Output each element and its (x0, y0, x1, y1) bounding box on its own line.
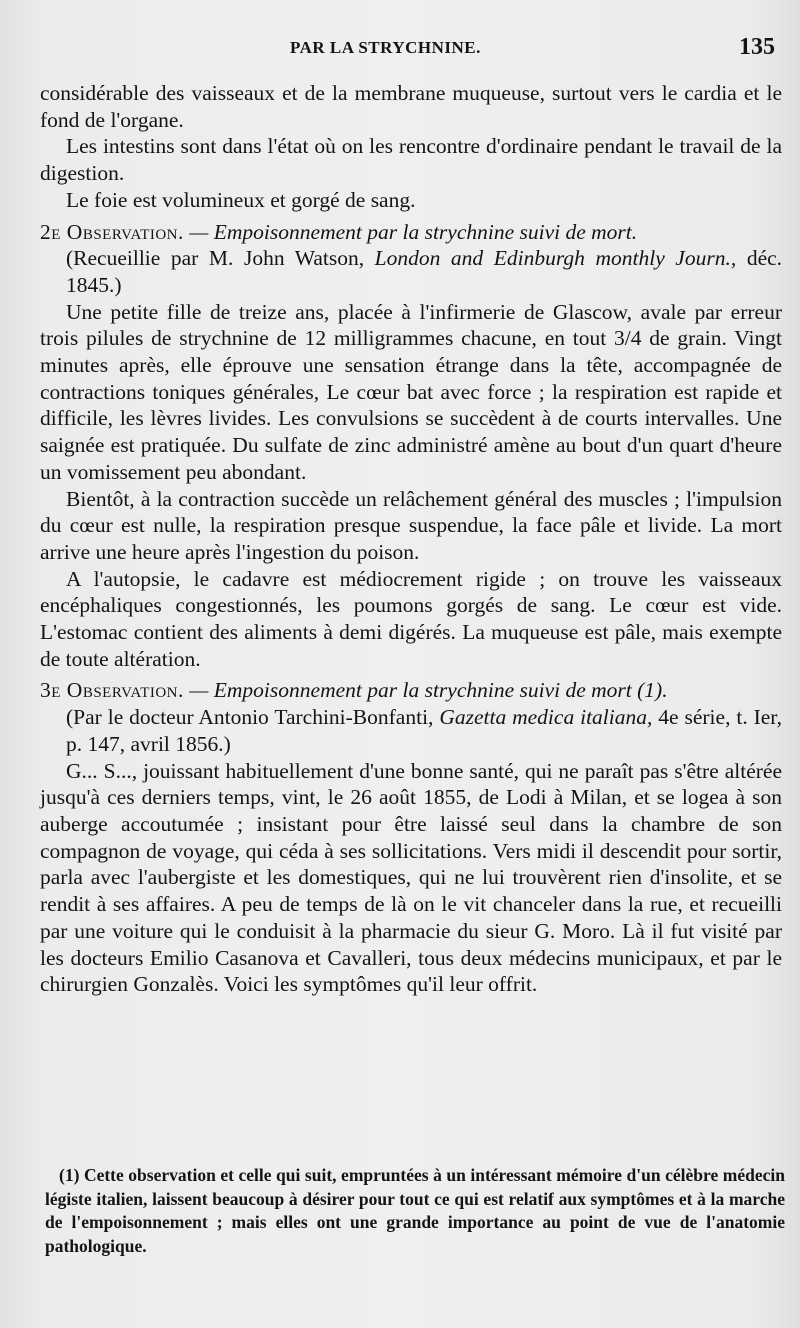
observation-3-source-journal: Gazetta medica italiana, (439, 705, 653, 730)
observation-2-source-prefix: (Recueillie par M. John Watson, (66, 246, 365, 271)
observation-2-source-journal: London and Edinburgh monthly Journ., (374, 246, 737, 271)
observation-2-source (40, 245, 782, 298)
body-text (40, 80, 782, 998)
paragraph-continuation: considérable des vaisseaux et de la membrane muqueuse, surtout vers le cardia et le fond de l'organe. (40, 81, 782, 132)
observation-2-source-suffix: déc. 1845.) (66, 246, 783, 297)
observation-3-number: 3e Observation. (40, 678, 184, 703)
observation-3-title: — Empoisonnement par la strychnine suivi de mort (1). (189, 678, 668, 703)
paragraph-foie: Le foie est volumineux et gorgé de sang. (66, 187, 416, 212)
observation-3-paragraph-1: G... S..., jouissant habituellement d'une bonne santé, qui ne paraît pas s'être altérée jusqu'à ces derniers temps, vint, le 26 août 1855, de Lodi à Milan, et se logea à son auberge accoutumée ; insistant pour être laissé seul dans la chambre de son compagnon de voyage, qui céda à ses sollicitations. Vers midi il descendit pour sortir, parla avec l'aubergiste et les domestiques, qui ne lui trouvèrent rien d'insolite, et se rendit à ses affaires. A peu de temps de là on le vit chanceler dans la rue, et recueilli par une voiture qui le conduisit à la pharmacie du sieur G. Moro. Là il fut visité par les docteurs Emilio Casanova et Cavalleri, tous deux médecins municipaux, et par le chirurgien Gonzalès. Voici les symptômes qu'il leur offrit. (40, 758, 782, 997)
running-title: PAR LA STRYCHNINE. (290, 38, 481, 57)
page-header (0, 34, 800, 72)
observation-3-heading (40, 677, 782, 704)
observation-2-paragraph-2: Bientôt, à la contraction succède un relâchement général des muscles ; l'impulsion du cœur est nulle, la respiration presque suspendue, la face pâle et livide. La mort arrive une heure après l'ingestion du poison. (40, 486, 782, 564)
observation-2-paragraph-3: A l'autopsie, le cadavre est médiocrement rigide ; on trouve les vaisseaux encéphaliques congestionnés, les poumons gorgés de sang. Le cœur est vide. L'estomac contient des aliments à demi digérés. La muqueuse est pâle, mais exempte de toute altération. (40, 566, 782, 671)
observation-2-paragraph-1: Une petite fille de treize ans, placée à l'infirmerie de Glascow, avale par erreur trois pilules de strychnine de 12 milligrammes chacune, en tout 3/4 de grain. Vingt minutes après, elle éprouve une sensation étrange dans la tête, accompagnée de contractions toniques générales, Le cœur bat avec force ; la respiration est rapide et difficile, les lèvres livides. Les convulsions se succèdent à de courts intervalles. Une saignée est pratiquée. Du sulfate de zinc administré amène au bout d'un quart d'heure un vomissement peu abondant. (40, 299, 782, 484)
observation-2-number: 2e Observation. (40, 219, 184, 244)
observation-3-source-prefix: (Par le docteur Antonio Tarchini-Bonfanti, (66, 705, 434, 730)
page-number: 135 (739, 34, 775, 60)
observation-2-title: — Empoisonnement par la strychnine suivi de mort. (189, 219, 638, 244)
observation-3-source-suffix: 4e série, t. Ier, p. 147, avril 1856.) (66, 705, 782, 756)
footnote (45, 1164, 785, 1258)
observation-3-source (40, 704, 782, 757)
footnote-text: (1) Cette observation et celle qui suit, empruntées à un intéressant mémoire d'un célèbre médecin légiste italien, laissent beaucoup à désirer pour tout ce qui est relatif aux symptômes et à la marche de l'empoisonnement ; mais elles ont une grande importance au point de vue de l'anatomie pathologique. (45, 1165, 785, 1256)
observation-2-heading (40, 219, 782, 246)
paragraph-intestins: Les intestins sont dans l'état où on les rencontre d'ordinaire pendant le travail de la digestion. (40, 134, 782, 186)
